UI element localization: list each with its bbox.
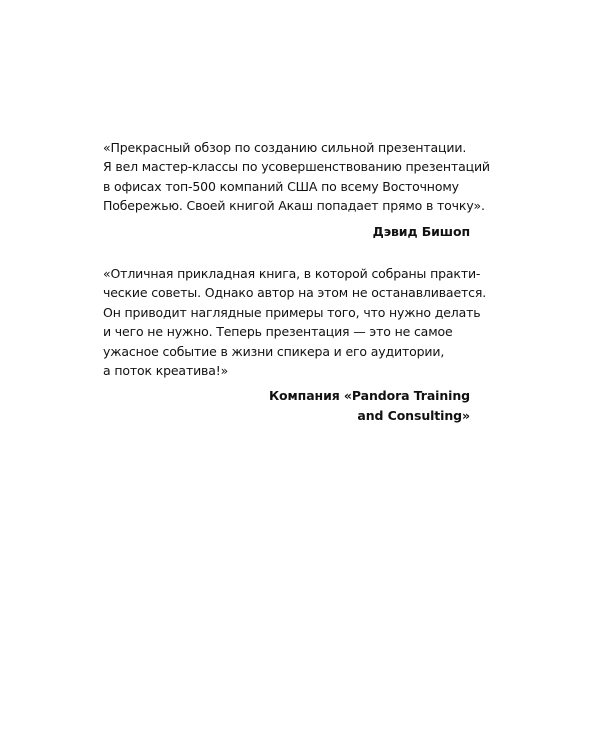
quote-attribution: Дэвид Бишоп <box>372 223 470 239</box>
quote-text-line: Он приводит наглядные примеры того, что нужно делать <box>103 304 481 320</box>
quote-text-line: «Прекрасный обзор по созданию сильной презентации. <box>103 140 467 155</box>
quote-attribution: Компания «Pandora Training <box>268 388 470 404</box>
quote-text-line: Я вел мастер-классы по усовершенствованию презентаций <box>103 159 490 175</box>
testimonial-quote <box>103 264 487 425</box>
testimonial-quote <box>103 138 490 241</box>
quote-text-line: и чего не нужно. Теперь презентация — это не самое <box>103 324 453 340</box>
quote-text-line: ужасное событие в жизни спикера и его аудитории, <box>103 343 445 359</box>
quote-text-line: ческие советы. Однако автор на этом не останавливается. <box>103 285 487 301</box>
quote-attribution: and Consulting» <box>357 407 470 423</box>
quote-text-line: в офисах топ-500 компаний США по всему Восточному <box>103 178 459 194</box>
quote-text-line: Побережью. Своей книгой Акаш попадает прямо в точку». <box>103 198 485 214</box>
quote-text-line: а поток креатива!» <box>103 363 229 379</box>
quote-text-line: «Отличная прикладная книга, в которой собраны практи- <box>103 266 481 281</box>
